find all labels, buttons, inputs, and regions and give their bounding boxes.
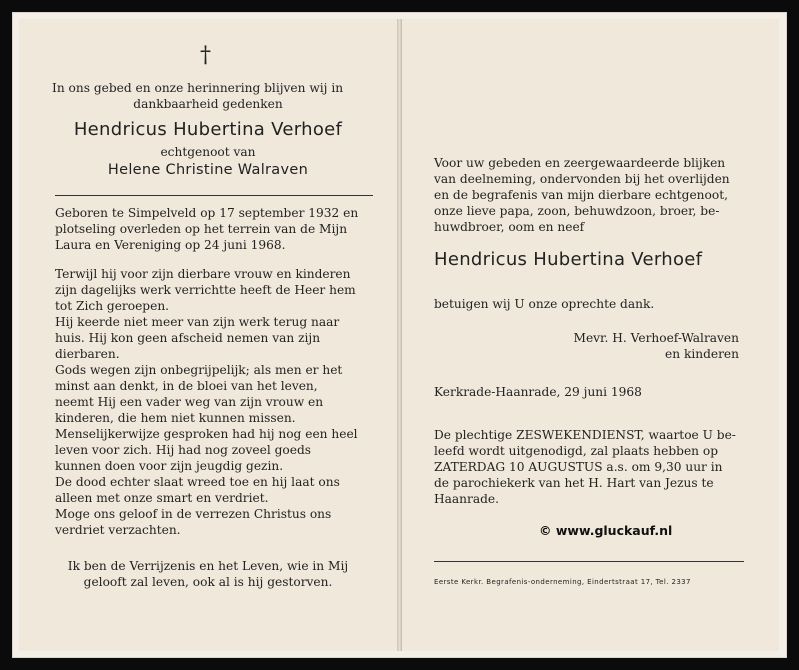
intro-line-1: In ons gebed en onze herinnering blijven wij in [52, 81, 344, 95]
printer-line: Eerste Kerkr. Begrafenis-onderneming, Eindertstraat 17, Tel. 2337 [434, 578, 691, 586]
thanks-line: van deelneming, ondervonden bij het overlijden [434, 172, 730, 186]
thanks-line: onze lieve papa, zoon, behuwdzoon, broer, be- [434, 204, 720, 218]
body-line: kinderen, die hem niet kunnen missen. [55, 411, 296, 425]
spouse-label: echtgenoot van [160, 145, 256, 159]
birth-line: plotseling overleden op het terrein van de Mijn [55, 222, 348, 236]
intro-line-2: dankbaarheid gedenken [133, 97, 283, 111]
right-page [402, 19, 779, 651]
body-line: leven voor zich. Hij had nog zoveel goeds [55, 443, 312, 457]
body-line: kunnen doen voor zijn jeugdig gezin. [55, 459, 284, 473]
signature-family: en kinderen [665, 347, 739, 361]
service-line: ZATERDAG 10 AUGUSTUS a.s. om 9,30 uur in [434, 460, 723, 474]
deceased-name-right: Hendricus Hubertina Verhoef [434, 249, 703, 270]
body-line: minst aan denkt, in de bloei van het leven, [55, 379, 318, 393]
service-line: leefd wordt uitgenodigd, zal plaats hebben op [434, 444, 719, 458]
spouse-name: Helene Christine Walraven [107, 162, 309, 178]
body-line: verdriet verzachten. [55, 523, 181, 537]
body-line: De dood echter slaat wreed toe en hij laat ons [55, 475, 340, 489]
thanks-line: en de begrafenis van mijn dierbare echtgenoot, [434, 188, 728, 202]
thanks-line: huwdbroer, oom en neef [434, 220, 585, 234]
body-line: Moge ons geloof in de verrezen Christus ons [55, 507, 332, 521]
quote-line: gelooft zal leven, ook al is hij gestorven. [83, 575, 333, 589]
service-line: de parochiekerk van het H. Hart van Jezus te [434, 476, 714, 490]
place-date: Kerkrade-Haanrade, 29 juni 1968 [434, 385, 642, 399]
body-line: huis. Hij kon geen afscheid nemen van zijn [55, 331, 321, 345]
left-page [19, 19, 397, 651]
signature-name: Mevr. H. Verhoef-Walraven [573, 331, 739, 345]
body-line: Menselijkerwijze gesproken had hij nog een heel [55, 427, 358, 441]
body-line: Hij keerde niet meer van zijn werk terug naar [55, 315, 340, 329]
watermark: © www.gluckauf.nl [539, 523, 673, 538]
body-line: dierbaren. [55, 347, 120, 361]
gratitude-text: betuigen wij U onze oprechte dank. [434, 297, 655, 311]
birth-line: Geboren te Simpelveld op 17 september 1932 en [55, 206, 359, 220]
divider [55, 195, 373, 196]
thanks-line: Voor uw gebeden en zeergewaardeerde blijken [434, 156, 726, 170]
body-line: alleen met onze smart en verdriet. [55, 491, 269, 505]
body-line: neemt Hij een vader weg van zijn vrouw en [55, 395, 324, 409]
body-line: Terwijl hij voor zijn dierbare vrouw en kinderen [55, 267, 351, 281]
footer-divider [434, 561, 744, 562]
cross-icon: † [200, 43, 211, 68]
body-line: Gods wegen zijn onbegrijpelijk; als men er het [55, 363, 343, 377]
body-line: tot Zich geroepen. [55, 299, 170, 313]
service-line: De plechtige ZESWEKENDIENST, waartoe U be- [434, 428, 736, 442]
body-line: zijn dagelijks werk verrichtte heeft de Heer hem [55, 283, 356, 297]
service-line: Haanrade. [434, 492, 499, 506]
deceased-name: Hendricus Hubertina Verhoef [73, 119, 343, 140]
quote-line: Ik ben de Verrijzenis en het Leven, wie in Mij [67, 559, 349, 573]
birth-line: Laura en Vereniging op 24 juni 1968. [55, 238, 286, 252]
